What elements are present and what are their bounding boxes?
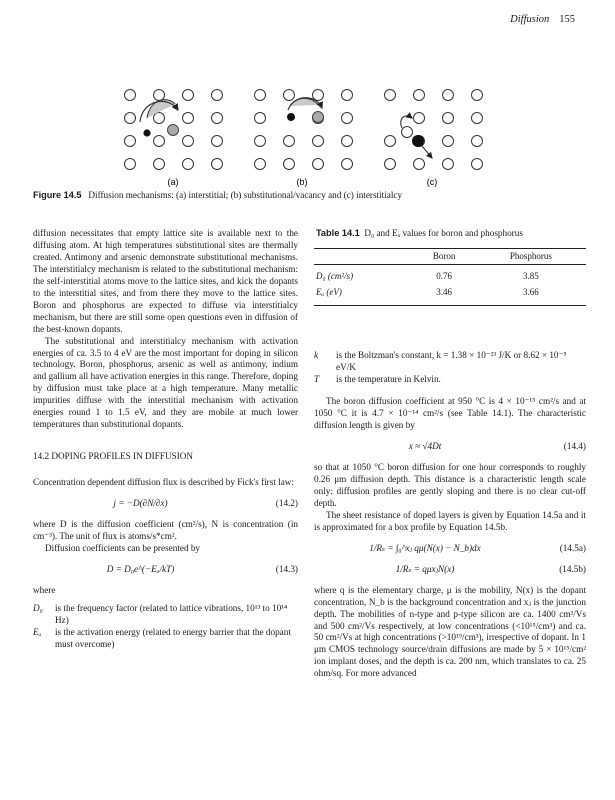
equation-14-2	[33, 498, 298, 510]
equation-14-4-number: (14.4)	[563, 441, 586, 452]
left-paragraph-5: Diffusion coefficients can be presented by	[45, 542, 201, 553]
lattice-atom	[154, 159, 165, 170]
table-header: Boron	[432, 250, 456, 261]
left-paragraph-4: where D is the diffusion coefficient (cm²/s), N is concentration (in cm⁻³). The unit of flux is atoms/s*cm².	[33, 519, 298, 542]
diffusion-mechanisms-figure	[0, 0, 615, 190]
definition-symbol: T	[314, 374, 320, 385]
page-number: 155	[559, 14, 575, 25]
equation-14-5b-expr: 1/Rₛ = qμxⱼN(x)	[395, 563, 455, 574]
left-column	[33, 228, 298, 651]
lattice-atom	[284, 136, 295, 147]
left-paragraph-3: Concentration dependent diffusion flux is described by Fick's first law:	[33, 477, 294, 488]
lattice-atom	[443, 113, 454, 124]
figure-caption-text: Diffusion mechanisms: (a) interstitial; (b) substitutional/vacancy and (c) interstitialcy	[88, 190, 403, 200]
table-cell: 3.46	[412, 285, 475, 305]
equation-14-2-expr: j = −D(∂N/∂x)	[113, 498, 168, 509]
definition-symbol: k	[314, 350, 319, 361]
lattice-atom	[414, 159, 425, 170]
right-paragraph-4: where q is the elementary charge, μ is the mobility, N(x) is the dopant concentration, N_b is the background concentration and xⱼ is the junction depth. The mobilities of n-type and p-type silicon are ca. 1400 cm²/Vs and 500 cm²/Vs respectively, at low concentrations (<10¹⁵/cm³) and ca. 50 cm²/Vs at high concentrations (>10¹⁹/cm³), irrespective of dopant. In 1 μm CMOS technology source/drain diffusions are made by 5 × 10¹⁵/cm² ion implant doses, and the depth is ca. 200 nm, which translates to ca. 25 ohm/sq. For more advanced	[314, 584, 586, 679]
equation-14-3	[33, 564, 298, 576]
lattice-atom	[443, 90, 454, 101]
table-header: Phosphorus	[509, 250, 552, 261]
lattice-atom	[443, 136, 454, 147]
lattice-atom	[212, 90, 223, 101]
lattice-atom	[212, 136, 223, 147]
lattice-atom	[342, 159, 353, 170]
definition-symbol: D₀	[33, 602, 43, 613]
lattice-atom	[414, 113, 425, 124]
lattice-atom	[472, 113, 483, 124]
definition-text: is the Boltzman's constant, k = 1.38 × 10⁻²³ J/K or 8.62 × 10⁻⁵ eV/K	[336, 350, 567, 373]
table-header-row	[314, 248, 586, 265]
lattice-atom	[472, 136, 483, 147]
lattice-atom	[255, 113, 266, 124]
lattice-atom	[183, 159, 194, 170]
equation-14-5a	[314, 543, 586, 555]
lattice-atom	[472, 159, 483, 170]
definition-ea	[33, 627, 298, 651]
figure-caption-label: Figure 14.5	[33, 190, 82, 200]
lattice-atom	[125, 159, 136, 170]
lattice-atom	[154, 113, 165, 124]
table-row	[314, 265, 586, 285]
equation-14-5b	[314, 564, 586, 576]
header-title: Diffusion	[510, 14, 550, 25]
section-heading: 14.2 DOPING PROFILES IN DIFFUSION	[33, 451, 194, 462]
equation-14-3-expr: D = D₀e^(−Eₐ/kT)	[106, 563, 175, 574]
diffusion-parameters-table	[314, 248, 586, 307]
lattice-atom	[385, 90, 396, 101]
definition-k	[314, 350, 586, 374]
lattice-atom	[125, 113, 136, 124]
lattice-atom	[313, 90, 324, 101]
lattice-atom	[342, 113, 353, 124]
right-paragraph-3: The sheet resistance of doped layers is given by Equation 14.5a and it is approximated for a box profile by Equation 14.5b.	[314, 509, 586, 532]
lattice-atom	[183, 136, 194, 147]
table-cell: 3.66	[476, 285, 586, 305]
lattice-atom	[284, 90, 295, 101]
lattice-atom	[154, 136, 165, 147]
equation-14-5a-number: (14.5a)	[559, 542, 586, 553]
panel-b-vacancy	[287, 98, 324, 123]
lattice-atom	[443, 159, 454, 170]
lattice-atom	[154, 90, 165, 101]
panel-label-b: (b)	[296, 177, 308, 187]
table-header	[314, 248, 412, 265]
definition-text: is the temperature in Kelvin.	[336, 374, 441, 385]
where-label: where	[33, 584, 56, 595]
lattice-atom	[183, 90, 194, 101]
table-caption	[314, 228, 586, 240]
table-cell: 0.76	[436, 271, 452, 282]
lattice-atom	[125, 90, 136, 101]
equation-14-4-expr: x ≈ √4Dt	[408, 441, 442, 452]
equation-14-3-number: (14.3)	[275, 563, 298, 574]
table-row	[314, 285, 586, 305]
lattice-atom	[255, 136, 266, 147]
table-caption-text: D₀ and Eₐ values for boron and phosphorus	[364, 228, 523, 238]
lattice-atom	[385, 159, 396, 170]
table-cell: Eₐ (eV)	[314, 285, 412, 305]
equation-14-5a-expr: 1/Rₛ = ∫₀^xⱼ qμ(N(x) − N_b)dx	[369, 542, 481, 553]
equation-14-2-number: (14.2)	[275, 498, 298, 509]
definition-d0	[33, 603, 298, 627]
lattice-atom	[342, 90, 353, 101]
panel-label-a: (a)	[167, 177, 179, 187]
table-label: Table 14.1	[316, 228, 360, 238]
equation-14-5b-number: (14.5b)	[559, 563, 586, 574]
definition-symbol: Eₐ	[33, 626, 42, 637]
lattice-atom	[385, 136, 396, 147]
lattice-atom	[313, 159, 324, 170]
panel-label-c: (c)	[426, 177, 438, 187]
equation-14-4	[314, 441, 586, 453]
figure-caption	[33, 190, 593, 201]
right-paragraph-2: so that at 1050 °C boron diffusion for one hour corresponds to roughly 0.26 μm diffusion depth. This distance is a characteristic length scale only: diffusion profiles are gently sloping and there is no clear cut-off depth.	[314, 462, 586, 508]
left-paragraph-1: diffusion necessitates that empty lattice site is available next to the diffusing atom. At high temperatures substitutional sites are thermally created. Antimony and arsenic demonstrate substitutional mechanisms. The interstitialcy mechanism is related to the substitutional mechanism: the self-interstitial atoms move to the lattice sites, and kick the dopants to the interstitial sites, and from there they move to the lattice sites. Boron and phosphorus are expected to diffuse via interstitialcy mechanism, but there are still some open questions even in diffusion of the best-known dopants.	[33, 228, 298, 334]
lattice-atom	[284, 159, 295, 170]
lattice-atom	[342, 136, 353, 147]
table-cell: D₀ (cm²/s)	[316, 271, 354, 282]
lattice-atom	[212, 113, 223, 124]
lattice-atom	[414, 90, 425, 101]
left-paragraph-2: The substitutional and interstitialcy mechanism with activation energies of ca. 3.5 to 4 eV are the most important for doping in silicon technology. Boron, phosphorus, arsenic as well as antimony, indium and gallium all have activation energies in this range. Therefore, doping by diffusion must take place at a high temperature. Many metallic impurities diffuse with the interstitial mechanism with activation energies round 1 to 1.5 eV, and they are mobile at much lower temperatures than substitutional dopants.	[33, 335, 298, 430]
definition-text: is the activation energy (related to energy barrier that the dopant must overcome)	[55, 626, 291, 649]
panel-a-interstitial	[140, 100, 179, 137]
right-column	[314, 228, 586, 680]
lattice-atom	[255, 159, 266, 170]
table-cell: 3.85	[523, 271, 539, 282]
definition-t	[314, 374, 586, 386]
lattice-atom	[472, 90, 483, 101]
right-paragraph-1: The boron diffusion coefficient at 950 °C is 4 × 10⁻¹⁵ cm²/s and at 1050 °C it is 4.7 × 10⁻¹⁴ cm²/s (see Table 14.1). The characteristic diffusion length is given by	[314, 396, 586, 431]
lattice-atom	[183, 113, 194, 124]
panel-c-interstitialcy	[401, 116, 432, 158]
lattice-atom	[212, 159, 223, 170]
lattice-atom	[255, 90, 266, 101]
lattice-atom	[313, 136, 324, 147]
definition-text: is the frequency factor (related to lattice vibrations, 10¹³ to 10¹⁴ Hz)	[55, 602, 288, 625]
lattice-atom	[125, 136, 136, 147]
